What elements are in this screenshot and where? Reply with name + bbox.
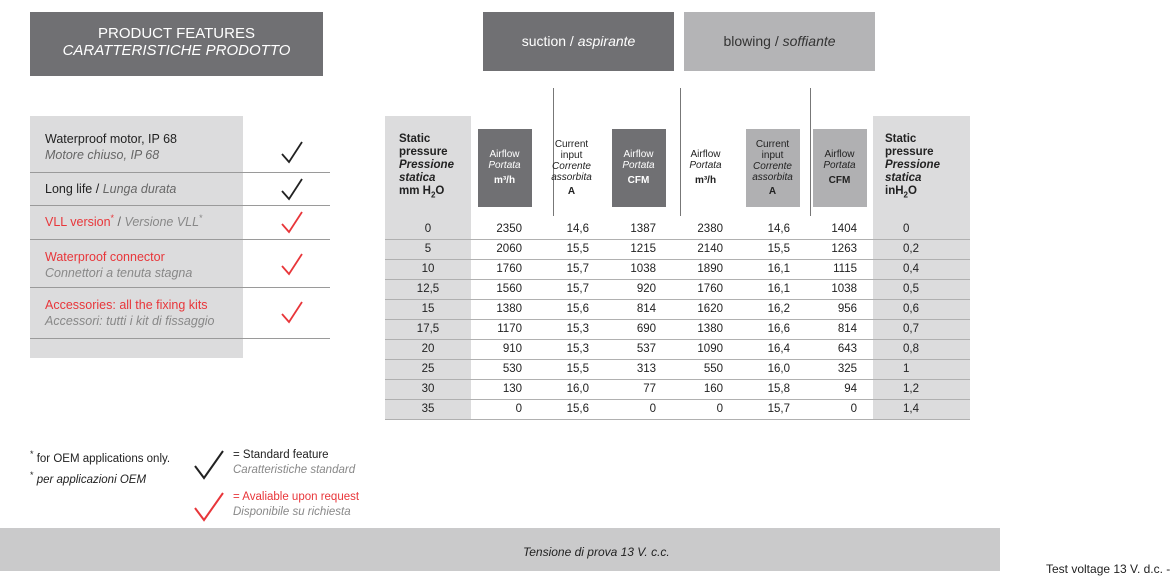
header-unit: inH: [885, 185, 904, 198]
header-text: input: [560, 149, 583, 161]
feature-label: Waterproof connector: [45, 250, 165, 264]
table-row: [385, 239, 970, 259]
footer-text: [523, 545, 1170, 576]
feature-divider: [30, 287, 330, 288]
table-cell: 77: [605, 379, 672, 399]
table-body: [385, 219, 970, 419]
suction-header: [483, 12, 674, 71]
footer-bar: [0, 528, 1170, 576]
table-cell: 5: [385, 239, 471, 259]
table-cell: 0: [806, 399, 873, 419]
table-cell: 1890: [672, 259, 739, 279]
table-row: [385, 319, 970, 339]
table-cell: 1760: [672, 279, 739, 299]
table-cell: 1404: [806, 219, 873, 239]
table-cell: 15,5: [739, 239, 806, 259]
product-features-title-it: CARATTERISTICHE PRODOTTO: [62, 42, 291, 59]
legend-request-text-it: Disponibile su richiesta: [233, 506, 351, 518]
header-unit-sub: 2: [430, 190, 436, 200]
table-cell: 1760: [471, 259, 538, 279]
header-cfm-suction: [605, 116, 672, 219]
table-cell: 1038: [605, 259, 672, 279]
table-cell: 1380: [672, 319, 739, 339]
table-cell: 0,4: [873, 259, 970, 279]
table-cell: 0: [672, 399, 739, 419]
table-cell: 1215: [605, 239, 672, 259]
asterisk: *: [30, 449, 34, 459]
header-text: Static: [399, 133, 431, 146]
table-cell: 1115: [806, 259, 873, 279]
table-cell: 35: [385, 399, 471, 419]
table-cell: 0: [605, 399, 672, 419]
feature-label-it: Versione VLL: [124, 215, 200, 229]
blowing-label-it: soffiante: [782, 33, 836, 49]
table-cell: 16,1: [739, 259, 806, 279]
header-unit: m³/h: [493, 175, 516, 186]
feature-label: Long life /: [45, 182, 103, 196]
oem-note-text: for OEM applications only.: [36, 452, 171, 465]
header-static-pressure-in: [873, 116, 970, 219]
header-static-pressure: [385, 116, 471, 219]
table-cell: 1560: [471, 279, 538, 299]
header-text: input: [761, 149, 784, 161]
table-cell: 1,2: [873, 379, 970, 399]
table-cell: 920: [605, 279, 672, 299]
header-text-it: Portata: [823, 160, 856, 171]
header-current-suction: [538, 116, 605, 219]
check-icon: [279, 252, 305, 278]
header-text: Airflow: [824, 149, 855, 160]
table-cell: 910: [471, 339, 538, 359]
table-cell: 16,6: [739, 319, 806, 339]
legend-standard-text: = Standard feature: [233, 449, 329, 461]
table-cell: 20: [385, 339, 471, 359]
table-cell: 1,4: [873, 399, 970, 419]
table-cell: 15,7: [739, 399, 806, 419]
table-cell: 16,0: [739, 359, 806, 379]
table-cell: 2350: [471, 219, 538, 239]
table-cell: 814: [806, 319, 873, 339]
header-text-it: statica: [399, 172, 436, 185]
feature-label-it: Motore chiuso, IP 68: [45, 148, 160, 162]
table-cell: 16,1: [739, 279, 806, 299]
header-text-it: Portata: [488, 160, 521, 171]
table-cell: 17,5: [385, 319, 471, 339]
table-cell: 643: [806, 339, 873, 359]
header-text: Static: [885, 133, 917, 146]
product-features-header: [30, 12, 323, 76]
header-text: Airflow: [690, 149, 721, 160]
footer-text-en: Test voltage 13 V. d.c. -: [1046, 562, 1170, 576]
table-cell: 94: [806, 379, 873, 399]
table-cell: 15,6: [538, 299, 605, 319]
blowing-label: blowing /: [723, 33, 783, 49]
table-cell: 537: [605, 339, 672, 359]
asterisk: *: [110, 212, 115, 223]
header-text: pressure: [885, 146, 934, 159]
table-cell: 16,2: [739, 299, 806, 319]
table-cell: 0: [471, 399, 538, 419]
table-cell: 1380: [471, 299, 538, 319]
table-cell: 2140: [672, 239, 739, 259]
legend-standard: [233, 448, 355, 478]
header-text-it: assorbita: [551, 171, 592, 183]
check-icon: [279, 210, 305, 236]
header-unit: A: [567, 185, 576, 197]
table-cell: 15,5: [538, 359, 605, 379]
table-cell: 30: [385, 379, 471, 399]
table-cell: 0,6: [873, 299, 970, 319]
table-cell: 15,8: [739, 379, 806, 399]
header-unit: O: [907, 185, 917, 198]
table-cell: 0,8: [873, 339, 970, 359]
table-cell: 15,3: [538, 339, 605, 359]
header-text: Airflow: [489, 149, 520, 160]
header-text-it: Pressione: [399, 159, 454, 172]
table-cell: 690: [605, 319, 672, 339]
header-text-it: Corrente: [552, 160, 591, 172]
table-cell: 0,2: [873, 239, 970, 259]
feature-divider: [30, 205, 330, 206]
blowing-header: [684, 12, 875, 71]
check-icon: [192, 448, 226, 482]
table-cell: 1620: [672, 299, 739, 319]
header-unit: mm H: [399, 185, 431, 198]
header-text-it: statica: [885, 172, 922, 185]
table-row: [385, 379, 970, 399]
table-cell: 15,7: [538, 279, 605, 299]
header-text-it: Pressione: [885, 159, 940, 172]
table-cell: 550: [672, 359, 739, 379]
table-cell: 0,7: [873, 319, 970, 339]
suction-label: suction /: [521, 33, 578, 49]
suction-label-it: aspirante: [577, 33, 636, 49]
header-unit: m³/h: [694, 175, 717, 186]
table-cell: 16,0: [538, 379, 605, 399]
header-unit-sub: 2: [903, 190, 908, 200]
table-cell: 0: [873, 219, 970, 239]
table-cell: 1090: [672, 339, 739, 359]
feature-divider: [30, 172, 330, 173]
table-cell: 14,6: [538, 219, 605, 239]
feature-divider: [30, 239, 330, 240]
table-cell: 1: [873, 359, 970, 379]
check-icon: [279, 300, 305, 326]
table-cell: 1170: [471, 319, 538, 339]
feature-label-it: Connettori a tenuta stagna: [45, 266, 193, 280]
header-airflow-suction: [471, 116, 538, 219]
table-cell: 530: [471, 359, 538, 379]
table-cell: 814: [605, 299, 672, 319]
legend-request-text: = Avaliable upon request: [233, 491, 360, 503]
table-cell: 15,6: [538, 399, 605, 419]
check-icon: [279, 140, 305, 166]
table-cell: 1387: [605, 219, 672, 239]
performance-table: [385, 116, 970, 420]
separator: /: [114, 215, 125, 229]
feature-label-it: Lunga durata: [102, 182, 177, 196]
check-icon: [192, 490, 226, 524]
header-text: Current: [554, 138, 589, 150]
table-cell: 12,5: [385, 279, 471, 299]
header-text-it: Portata: [689, 160, 722, 171]
table-cell: 956: [806, 299, 873, 319]
table-row: [385, 279, 970, 299]
table-row: [385, 399, 970, 419]
table-cell: 25: [385, 359, 471, 379]
table-row: [385, 299, 970, 319]
table-cell: 1263: [806, 239, 873, 259]
table-cell: 15,7: [538, 259, 605, 279]
table-cell: 10: [385, 259, 471, 279]
table-cell: 130: [471, 379, 538, 399]
feature-label: Accessories: all the fixing kits: [45, 298, 208, 312]
table-cell: 0,5: [873, 279, 970, 299]
table-cell: 16,4: [739, 339, 806, 359]
legend-standard-text-it: Caratteristiche standard: [233, 464, 356, 476]
header-unit: CFM: [627, 175, 650, 186]
header-text-it: Corrente: [753, 160, 792, 172]
oem-note-text-it: per applicazioni OEM: [36, 473, 147, 486]
table-cell: 15,3: [538, 319, 605, 339]
table-cell: 160: [672, 379, 739, 399]
table-cell: 0: [385, 219, 471, 239]
header-text-it: assorbita: [752, 171, 793, 183]
table-cell: 2060: [471, 239, 538, 259]
feature-label: VLL version: [45, 215, 111, 229]
table-cell: 325: [806, 359, 873, 379]
header-text-it: Portata: [622, 160, 655, 171]
table-row: [385, 359, 970, 379]
feature-label-it: Accessori: tutti i kit di fissaggio: [45, 314, 215, 328]
table-cell: 14,6: [739, 219, 806, 239]
asterisk: *: [30, 469, 34, 480]
header-cfm-blowing: [806, 116, 873, 219]
table-cell: 15,5: [538, 239, 605, 259]
header-text: pressure: [399, 146, 448, 159]
table-cell: 1038: [806, 279, 873, 299]
table-row: [385, 259, 970, 279]
header-text: Airflow: [623, 149, 654, 160]
legend-request: [233, 490, 359, 520]
table-cell: 313: [605, 359, 672, 379]
header-unit: A: [768, 185, 777, 197]
header-text: Current: [755, 138, 790, 150]
oem-note: [30, 446, 170, 488]
table-cell: 15: [385, 299, 471, 319]
feature-divider: [30, 338, 330, 339]
table-row: [385, 219, 970, 239]
header-unit: CFM: [828, 175, 851, 186]
feature-label: Waterproof motor, IP 68: [45, 132, 178, 146]
asterisk: *: [199, 212, 203, 223]
footer-text-it: Tensione di prova 13 V. c.c.: [523, 545, 670, 559]
header-current-blowing: [739, 116, 806, 219]
table-header-row: [385, 116, 970, 219]
product-features-title: PRODUCT FEATURES: [98, 25, 255, 42]
header-unit: O: [435, 185, 445, 198]
check-icon: [279, 177, 305, 203]
header-airflow-blowing: [672, 116, 739, 219]
table-row: [385, 339, 970, 359]
table-cell: 2380: [672, 219, 739, 239]
